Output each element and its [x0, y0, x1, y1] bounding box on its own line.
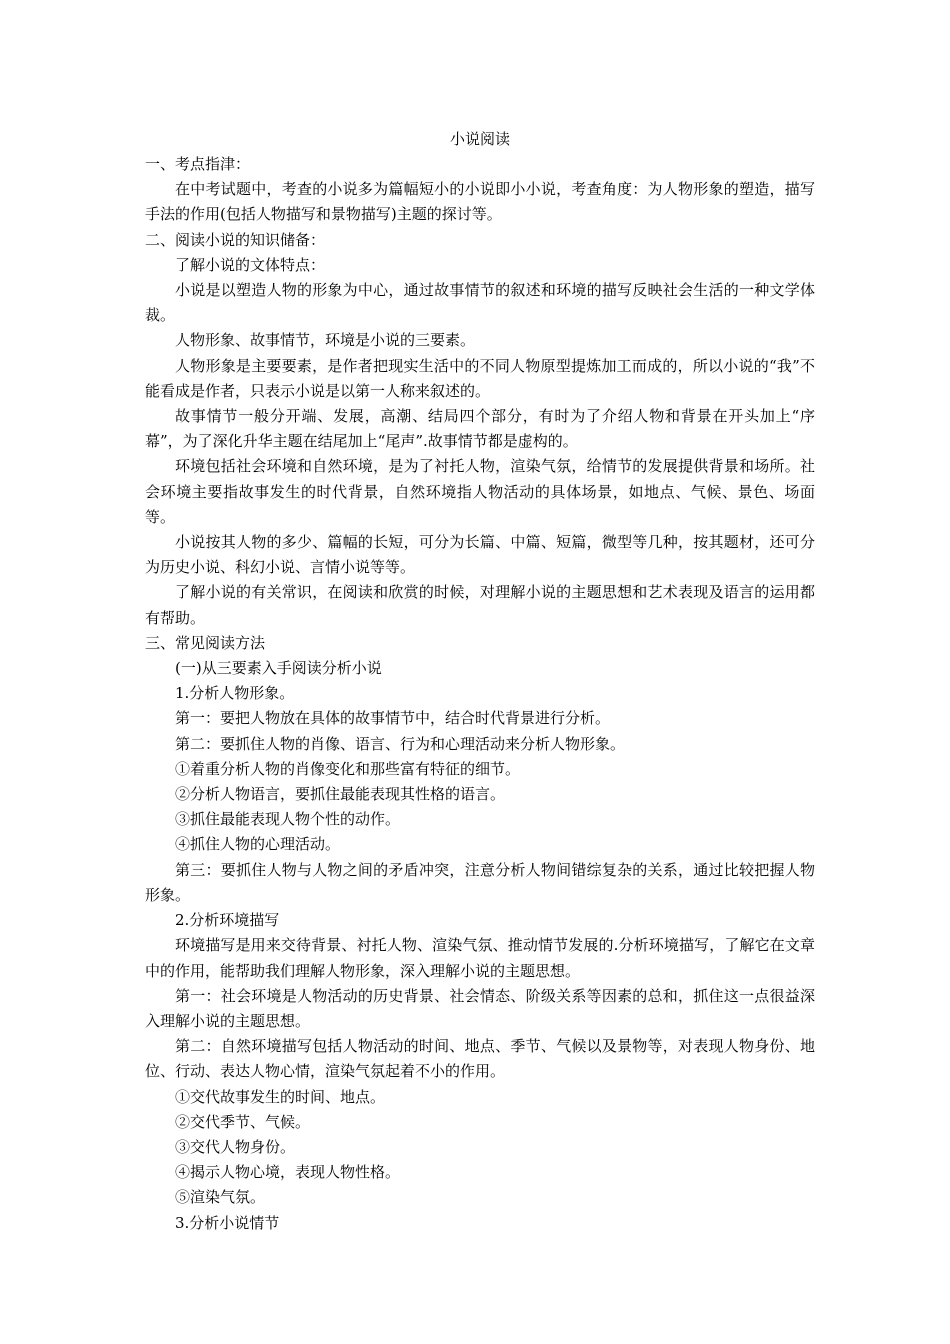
- body-paragraph: 故事情节一般分开端、发展，高潮、结局四个部分，有时为了介绍人物和背景在开头加上“序幕”，为了深化升华主题在结尾加上“尾声”.故事情节都是虚构的。: [145, 407, 815, 451]
- body-paragraph: 环境描写是用来交待背景、衬托人物、渲染气氛、推动情节发展的.分析环境描写，了解它在文章中的作用，能帮助我们理解人物形象，深入理解小说的主题思想。: [145, 936, 815, 980]
- body-paragraph: 3.分析小说情节: [175, 1213, 280, 1232]
- body-paragraph: 第三：要抓住人物与人物之间的矛盾冲突，注意分析人物间错综复杂的关系，通过比较把握人物形象。: [145, 860, 815, 904]
- body-paragraph: 1.分析人物形象。: [175, 684, 295, 703]
- body-paragraph: ①交代故事发生的时间、地点。: [175, 1087, 386, 1106]
- body-paragraph: 了解小说的有关常识，在阅读和欣赏的时候，对理解小说的主题思想和艺术表现及语言的运用都有帮助。: [145, 583, 815, 627]
- body-paragraph: ②交代季节、气候。: [175, 1112, 311, 1131]
- body-paragraph: (一)从三要素入手阅读分析小说: [175, 659, 382, 678]
- body-paragraph: ③抓住最能表现人物个性的动作。: [175, 810, 401, 829]
- body-paragraph: ①着重分析人物的肖像变化和那些富有特征的细节。: [175, 759, 521, 778]
- body-paragraph: 第二：要抓住人物的肖像、语言、行为和心理活动来分析人物形象。: [175, 734, 626, 753]
- body-paragraph: 小说按其人物的多少、篇幅的长短，可分为长篇、中篇、短篇，微型等几种，按其题材，还可分为历史小说、科幻小说、言情小说等等。: [145, 533, 815, 577]
- body-paragraph: 2.分析环境描写: [175, 911, 280, 930]
- body-paragraph: 小说是以塑造人物的形象为中心，通过故事情节的叙述和环境的描写反映社会生活的一种文学体裁。: [145, 281, 815, 325]
- body-paragraph: 第一：社会环境是人物活动的历史背景、社会情态、阶级关系等因素的总和，抓住这一点很益深入理解小说的主题思想。: [145, 986, 815, 1030]
- document-body: [145, 127, 815, 1236]
- section-heading: 二、阅读小说的知识储备：: [145, 230, 326, 249]
- body-paragraph: 环境包括社会环境和自然环境，是为了衬托人物，渲染气氛，给情节的发展提供背景和场所。社会环境主要指故事发生的时代背景，自然环境指人物活动的具体场景，如地点、气候、景色、场面等。: [145, 457, 815, 526]
- section-heading: 一、考点指津：: [145, 155, 251, 173]
- body-paragraph: 人物形象、故事情节，环境是小说的三要素。: [175, 331, 476, 350]
- body-paragraph: 在中考试题中，考查的小说多为篇幅短小的小说即小小说，考查角度：为人物形象的塑造，描写手法的作用(包括人物描写和景物描写)主题的探讨等。: [145, 180, 815, 224]
- body-paragraph: ④抓住人物的心理活动。: [175, 835, 341, 854]
- section-heading: 三、常见阅读方法: [145, 633, 266, 652]
- body-paragraph: ③交代人物身份。: [175, 1137, 296, 1156]
- body-paragraph: ②分析人物语言，要抓住最能表现其性格的语言。: [175, 785, 506, 804]
- body-paragraph: 人物形象是主要要素，是作者把现实生活中的不同人物原型提炼加工而成的，所以小说的“我”不能看成是作者，只表示小说是以第一人称来叙述的。: [145, 356, 815, 400]
- body-paragraph: 第二：自然环境描写包括人物活动的时间、地点、季节、气候以及景物等，对表现人物身份、地位、行动、表达人物心情，渲染气氛起着不小的作用。: [145, 1037, 815, 1081]
- body-paragraph: ④揭示人物心境，表现人物性格。: [175, 1163, 401, 1182]
- body-paragraph: 第一：要把人物放在具体的故事情节中，结合时代背景进行分析。: [175, 709, 611, 728]
- paragraph-list: [145, 152, 815, 1236]
- document-title: 小说阅读: [449, 130, 510, 148]
- body-paragraph: ⑤渲染气氛。: [175, 1188, 266, 1207]
- body-paragraph: 了解小说的文体特点：: [175, 255, 326, 274]
